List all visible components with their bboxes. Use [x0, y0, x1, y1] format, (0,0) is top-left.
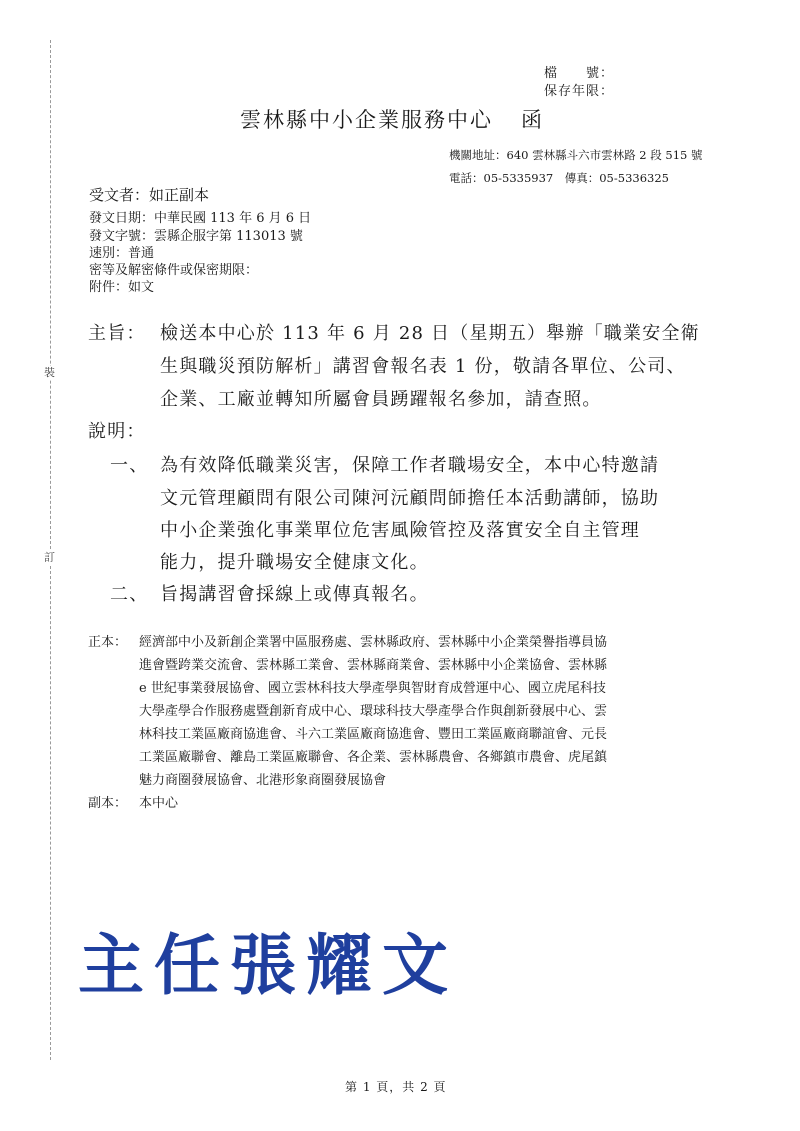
copy-recipients: 本中心: [139, 796, 179, 811]
explanation-label: 說明：: [88, 421, 146, 442]
main-recipients-label: 正本：: [88, 635, 128, 650]
issue-date: 發文日期：中華民國 113 年 6 月 6 日: [89, 211, 312, 226]
main-recipients-line: 魅力商圈發展協會、北港形象商圈發展協會: [139, 773, 387, 788]
copy-recipients-label: 副本：: [88, 796, 128, 811]
document-number: 發文字號：雲縣企服字第 113013 號: [89, 229, 303, 244]
page-number: 第 1 頁，共 2 頁: [345, 1080, 447, 1094]
item-line: 文元管理顧問有限公司陳河沅顧問師擔任本活動講師，協助: [160, 488, 660, 509]
binding-mark-bottom: 訂: [44, 551, 55, 564]
document-type: 函: [521, 108, 544, 132]
main-recipients-line: 大學產學合作服務處暨創新育成中心、環球科技大學產學合作與創新發展中心、雲: [139, 704, 608, 719]
item-number: 二、: [110, 584, 149, 605]
main-recipients-line: 經濟部中小及新創企業署中區服務處、雲林縣政府、雲林縣中小企業榮譽指導員協: [139, 635, 608, 650]
delivery-speed: 速別：普通: [89, 246, 155, 261]
agency-phone-fax: 電話：05-5335937 傳真：05-5336325: [449, 171, 669, 185]
agency-title: [240, 104, 544, 134]
agency-address: 機關地址：640 雲林縣斗六市雲林路 2 段 515 號: [449, 148, 703, 162]
item-line: 為有效降低職業災害，保障工作者職場安全，本中心特邀請: [160, 455, 660, 476]
security-level: 密等及解密條件或保密期限：: [89, 263, 259, 278]
attachment: 附件：如文: [89, 280, 155, 295]
signature-char: 任: [154, 927, 220, 1004]
signature-char: 主: [78, 927, 144, 1004]
subject-label: 主旨：: [88, 323, 146, 344]
signature-char: 耀: [306, 927, 372, 1004]
item-line: 旨揭講習會採線上或傳真報名。: [160, 584, 429, 605]
agency-name: 雲林縣中小企業服務中心: [240, 108, 493, 132]
item-number: 一、: [110, 455, 149, 476]
main-recipients-line: 進會暨跨業交流會、雲林縣工業會、雲林縣商業會、雲林縣中小企業協會、雲林縣: [139, 658, 608, 673]
recipient: 受文者：如正副本: [89, 186, 210, 204]
subject-line: 生與職災預防解析」講習會報名表 1 份，敬請各單位、公司、: [160, 356, 686, 377]
signature-char: 文: [382, 927, 448, 1004]
file-number-label: 檔 號：: [544, 66, 615, 81]
item-line: 能力，提升職場安全健康文化。: [160, 552, 429, 573]
subject-line: 企業、工廠並轉知所屬會員踴躍報名參加，請查照。: [160, 389, 602, 410]
signature-char: 張: [230, 927, 296, 1004]
binding-line: [50, 40, 51, 1060]
subject-line: 檢送本中心於 113 年 6 月 28 日（星期五）舉辦「職業安全衛: [160, 323, 700, 344]
item-line: 中小企業強化事業單位危害風險管控及落實安全自主管理: [160, 520, 640, 541]
director-signature-stamp: [78, 925, 478, 1007]
main-recipients-line: e 世紀事業發展協會、國立雲林科技大學產學與智財育成營運中心、國立虎尾科技: [139, 681, 606, 696]
binding-mark-top: 裝: [44, 366, 55, 379]
main-recipients-line: 工業區廠聯會、離島工業區廠聯會、各企業、雲林縣農會、各鄉鎮市農會、虎尾鎮: [139, 750, 608, 765]
main-recipients-line: 林科技工業區廠商協進會、斗六工業區廠商協進會、豐田工業區廠商聯誼會、元長: [139, 727, 608, 742]
retention-period-label: 保存年限：: [544, 84, 615, 99]
